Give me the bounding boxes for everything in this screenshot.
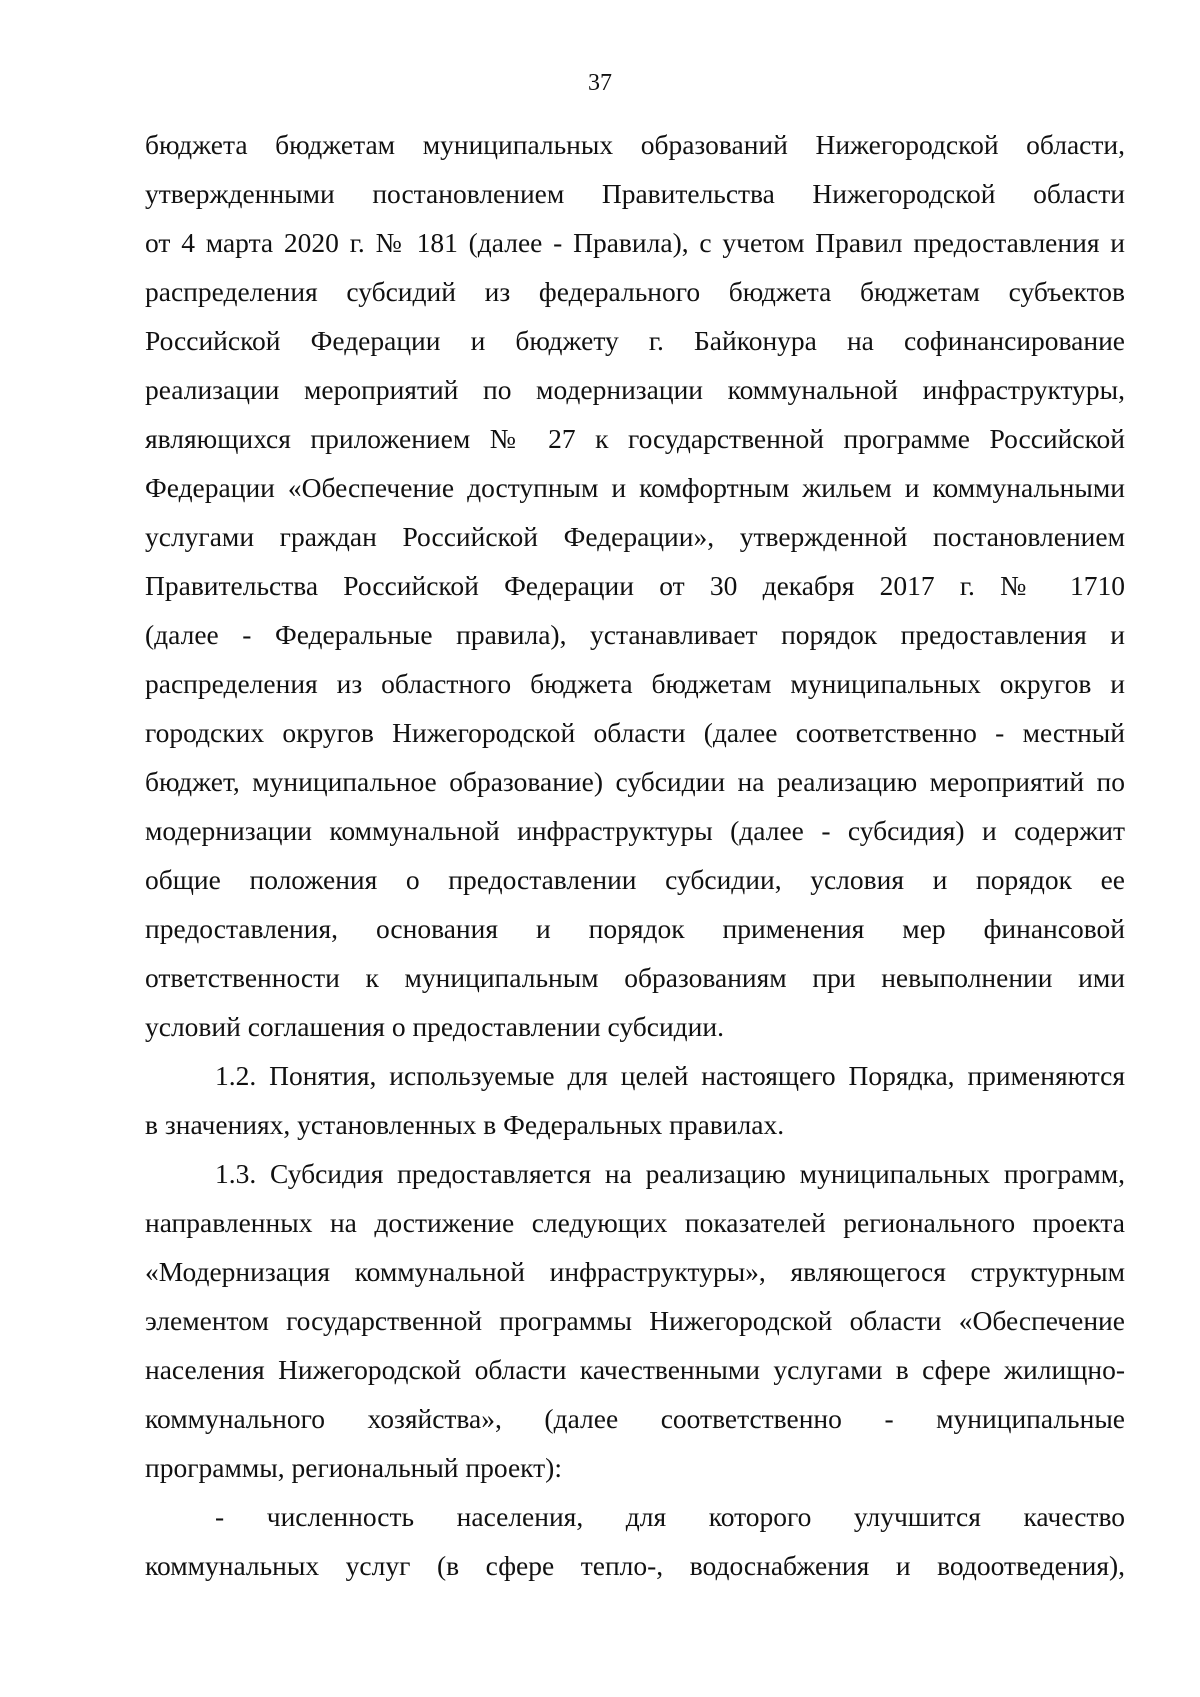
text-line: от 4 марта 2020 г. № 181 (далее - Правила), с учетом Правил предоставления и: [145, 227, 1125, 258]
text-line: «Модернизация коммунальной инфраструктуры», являющегося структурным: [145, 1256, 1125, 1287]
text-line: - численность населения, для которого улучшится качество: [215, 1501, 1125, 1532]
text-line: населения Нижегородской области качественными услугами в сфере жилищно-: [145, 1354, 1125, 1385]
document-body: [145, 120, 1125, 1590]
text-line: коммунальных услуг (в сфере тепло-, водоснабжения и водоотведения),: [145, 1550, 1125, 1581]
text-line: бюджет, муниципальное образование) субсидии на реализацию мероприятий по: [145, 766, 1125, 797]
bullet-item: [145, 1492, 1125, 1590]
text-line: городских округов Нижегородской области (далее соответственно - местный: [145, 717, 1125, 748]
paragraph-1-3: [145, 1149, 1125, 1492]
text-line: (далее - Федеральные правила), устанавливает порядок предоставления и: [145, 619, 1125, 650]
text-line: ответственности к муниципальным образованиям при невыполнении ими: [145, 962, 1125, 993]
text-line: реализации мероприятий по модернизации коммунальной инфраструктуры,: [145, 374, 1125, 405]
text-line: элементом государственной программы Нижегородской области «Обеспечение: [145, 1305, 1125, 1336]
text-line: утвержденными постановлением Правительства Нижегородской области: [145, 178, 1125, 209]
text-line: в значениях, установленных в Федеральных правилах.: [145, 1109, 785, 1140]
text-line: 1.2. Понятия, используемые для целей настоящего Порядка, применяются: [215, 1060, 1125, 1091]
text-line: общие положения о предоставлении субсидии, условия и порядок ее: [145, 864, 1125, 895]
text-line: Правительства Российской Федерации от 30 декабря 2017 г. № 1710: [145, 570, 1125, 601]
text-line: 1.3. Субсидия предоставляется на реализацию муниципальных программ,: [215, 1158, 1125, 1189]
text-line: направленных на достижение следующих показателей регионального проекта: [145, 1207, 1125, 1238]
text-line: являющихся приложением № 27 к государственной программе Российской: [145, 423, 1125, 454]
text-line: распределения субсидий из федерального бюджета бюджетам субъектов: [145, 276, 1125, 307]
text-line: распределения из областного бюджета бюджетам муниципальных округов и: [145, 668, 1125, 699]
text-line: предоставления, основания и порядок применения мер финансовой: [145, 913, 1125, 944]
text-line: Федерации «Обеспечение доступным и комфортным жильем и коммунальными: [145, 472, 1125, 503]
text-line: модернизации коммунальной инфраструктуры (далее - субсидия) и содержит: [145, 815, 1125, 846]
page-number: 37: [588, 70, 612, 96]
text-line: программы, региональный проект):: [145, 1452, 562, 1483]
text-line: Российской Федерации и бюджету г. Байконура на софинансирование: [145, 325, 1125, 356]
paragraph-1-2: [145, 1051, 1125, 1149]
text-line: услугами граждан Российской Федерации», утвержденной постановлением: [145, 521, 1125, 552]
text-line: условий соглашения о предоставлении субсидии.: [145, 1011, 724, 1042]
paragraph-1-1-continuation: [145, 120, 1125, 1051]
text-line: коммунального хозяйства», (далее соответственно - муниципальные: [145, 1403, 1125, 1434]
text-line: бюджета бюджетам муниципальных образований Нижегородской области,: [145, 129, 1125, 160]
